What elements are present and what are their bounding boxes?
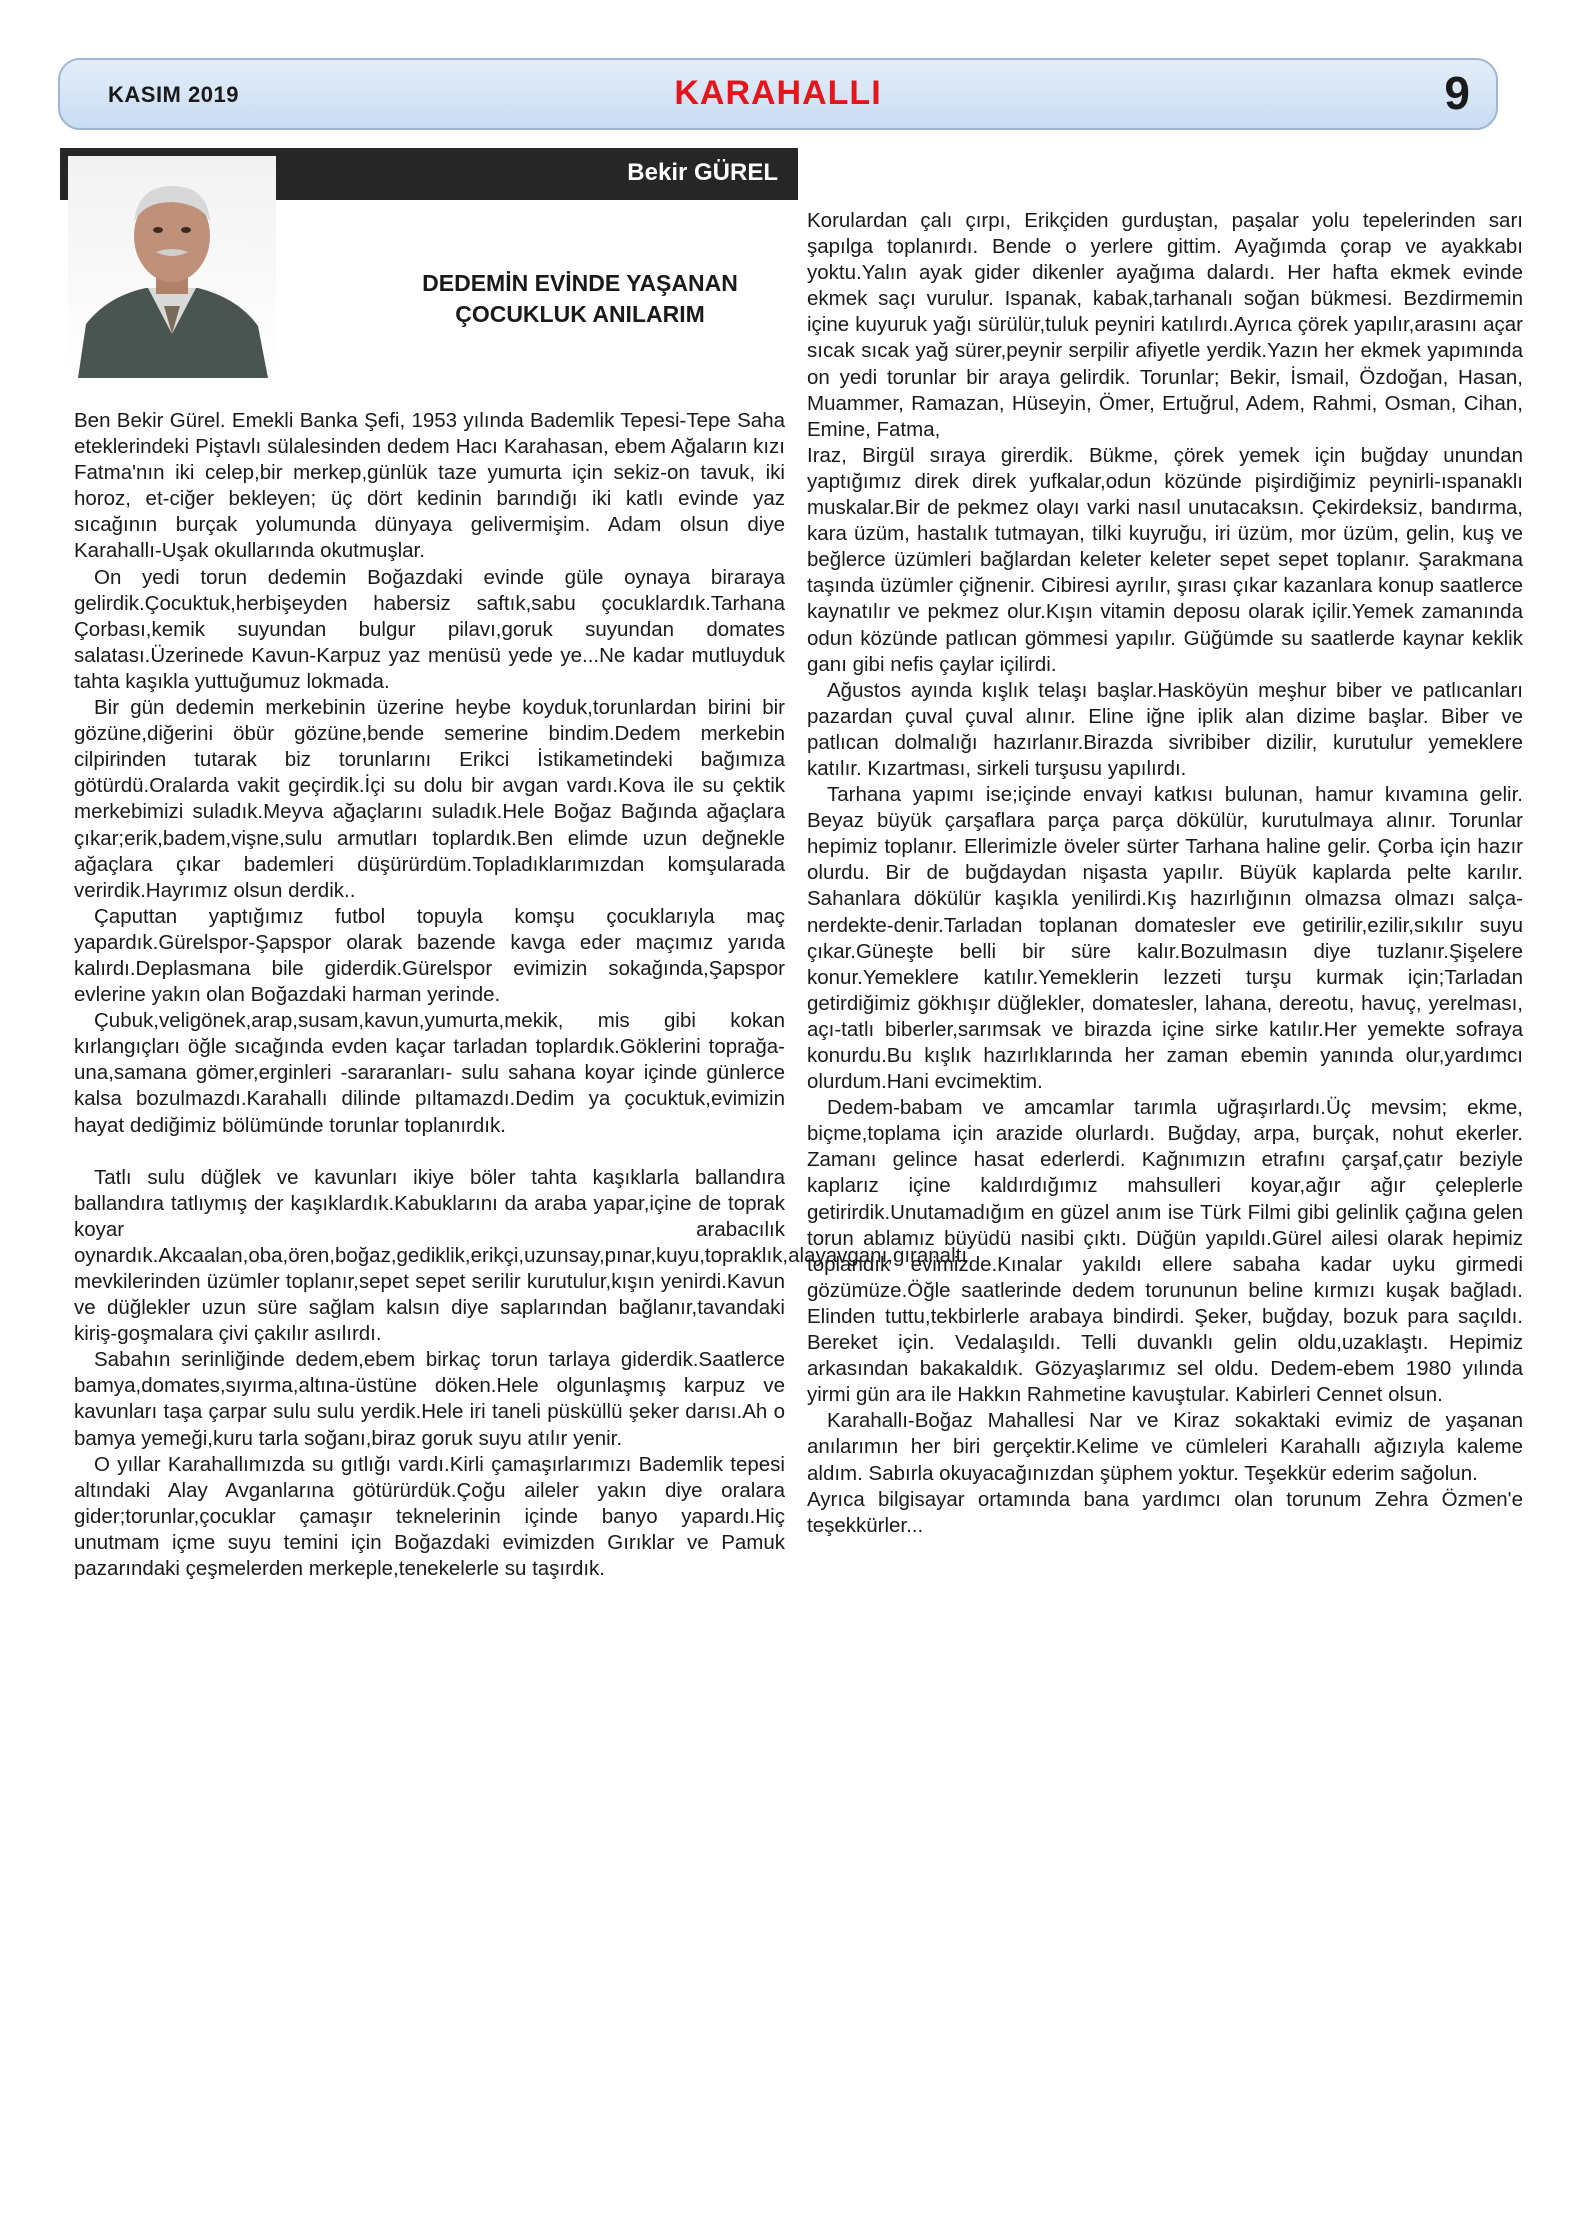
newspaper-title: KARAHALLI (674, 74, 882, 112)
paragraph: Sabahın serinliğinde dedem,ebem birkaç torun tarlaya giderdik.Saatlerce bamya,domates,sıyırma,altına-üstüne döken.Hele olgunlaşmış karpuz ve kavunları taşa çarpar sulu sulu yerdik.Hele iri taneli püsküllü şeker darısı.Ah o bamya yemeği,kuru tarla soğanı,biraz goruk suyu atılır yenir. (74, 1348, 785, 1450)
paragraph: Dedem-babam ve amcamlar tarımla uğraşırlardı.Üç mevsim; ekme, biçme,toplama için arazide olurlardı. Buğday, arpa, burçak, nohut ekerler. Zamanı gelince hasat ederlerdi. Kağnımızın etrafını çarşaf,çatır beziyle kaplarız içine kaldırdığımız mahsulleri koyar,ağır ağır çeleplerle getirirdik.Unutamadığım en güzel anım ise Türk Filmi gibi gelinlik çağına gelen torun ablamız büyüdü nasibi çıktı. Düğün yapıldı.Gürel ailesi olarak hepimiz toplandık evimizde.Kınalar yakıldı ellere sabaha kadar uyku girmedi gözümüze.Öğle saatlerinde dedem torununun beline kırmızı kuşak bağladı. Elinden tuttu,tekbirlerle arabaya bindirdi. Şeker, buğday, bozuk para saçıldı. Bereket için. Vedalaşıldı. Telli duvanklı gelin oldu,uzaklaştı. Hepimiz arkasından bakakaldık. Gözyaşlarımız sel oldu. Dedem-ebem 1980 yılında yirmi gün ara ile Hakkın Rahmetine kavuştular. Kabirleri Cennet olsun. (807, 1096, 1523, 1407)
article-title-line: DEDEMİN EVİNDE YAŞANAN (422, 270, 738, 296)
author-portrait-icon (68, 156, 276, 378)
article-title (350, 268, 810, 330)
paragraph: Çubuk,veligönek,arap,susam,kavun,yumurta,mekik, mis gibi kokan kırlangıçları öğle sıcağında evden kaçar tarladan toplardık.Göklerini toprağa-una,samana gömer,erginleri -sararanları- sulu sahana koyar içinde günlerce kalsa bozulmazdı.Karahallı dilinde pıltamazdı.Dedim ya çocuktuk,evimizin hayat dediğimiz bölümünde torunlar toplanırdık. (74, 1009, 785, 1137)
paragraph: Iraz, Birgül sıraya girerdik. Bükme, çörek yemek için buğday unundan yaptığımız direk direk yufkalar,odun közünde pişirdiğimiz peynirli-ıspanaklı muskalar.Bir de pekmez olayı varki nasıl unutacaksın. Çekirdeksiz, bandırma, kara üzüm, hastalık tutmayan, tilki kuyruğu, iri üzüm, mor üzüm, gelin, kuş ve beğlerce üzümleri bağlardan keleter keleter sepet sepet toplanır. Şarakmana taşında üzümler çiğnenir. Cibiresi ayrılır, şırası çıkar kazanlara konup saatlerce kaynatılır ve pekmez olur.Kışın vitamin deposu olarak içilir.Yemek zamanında odun közünde patlıcan gömmesi yapılır. Güğümde su saatlerde kaynar keklik ganı gibi nefis çaylar içilirdi. (807, 443, 1523, 676)
issue-date: KASIM 2019 (108, 82, 239, 107)
paragraph: Karahallı-Boğaz Mahallesi Nar ve Kiraz sokaktaki evimiz de yaşanan anılarımın her biri gerçektir.Kelime ve cümleleri Karahallı ağızıyla kaleme aldım. Sabırla okuyacağınızdan şüphem yoktur. Teşekkür ederim sağolun. (807, 1409, 1523, 1485)
author-name: Bekir GÜREL (627, 159, 778, 186)
article-title-line: ÇOCUKLUK ANILARIM (455, 301, 705, 327)
paragraph: Çaputtan yaptığımız futbol topuyla komşu çocuklarıyla maç yapardık.Gürelspor-Şapspor olarak bazende kavga eder maçımız yarıda kalırdı.Deplasmana bile giderdik.Gürelspor evimizin sokağında,Şapspor evlerine yakın olan Boğazdaki harman yerinde. (74, 904, 785, 1007)
page-header (58, 58, 1498, 130)
paragraph: Korulardan çalı çırpı, Erikçiden gurduştan, paşalar yolu tepelerinden sarı şapılga toplanırdı. Bende o yerlere gittim. Ayağımda çorap ve ayakkabı yoktu.Yalın ayak gider dikenler ayağıma dalardı. Her hafta ekmek evinde ekmek saçı vurulur. Ispanak, kabak,tarhanalı soğan bükmesi. Bezdirmemin içine kuyuruk yağı sürülür,tuluk peyniri katılırdı.Ayrıca çörek yapılır,arasını açar sıcak sıcak yağ sürer,peynir serpilir afiyetle yerdik.Yazın her ekmek yapımında on yedi torunlar bir araya gelirdik. Torunlar; Bekir, İsmail, Özdoğan, Hasan, Muammer, Ramazan, Hüseyin, Ömer, Ertuğrul, Adem, Rahmi, Osman, Cihan, Emine, Fatma, (807, 209, 1523, 441)
paragraph: Ağustos ayında kışlık telaşı başlar.Hasköyün meşhur biber ve patlıcanları pazardan çuval çuval alınır. Eline iğne iplik alan dizime başlar. Biber ve patlıcan dolmalığı hazırlanır.Birazda sivribiber dizilir, kurutulur yemeklere katılır. Kızartması, sirkeli turşusu yapılırdı. (807, 678, 1523, 780)
paragraph: On yedi torun dedemin Boğazdaki evinde güle oynaya biraraya gelirdik.Çocuktuk,herbişeyden habersiz saftık,sabu çocuklardık.Tarhana Çorbası,kemik suyundan bulgur pilavı,goruk suyundan domates salatası.Üzerinede Kavun-Karpuz yaz menüsü yede ye...Ne kadar mutluyduk tahta kaşıkla yuttuğumuz lokmada. (74, 565, 785, 693)
left-column (74, 408, 968, 1582)
paragraph: Ben Bekir Gürel. Emekli Banka Şefi, 1953 yılında Bademlik Tepesi-Tepe Saha eteklerindeki Piştavlı sülalesinden dedem Hacı Karahasan, ebem Ağaların kızı Fatma'nın iki celep,bir merkep,günlük taze yumurta için sekiz-on tavuk, iki horoz, et-ciğer bekleyen; üç dört kedinin barındığı iki katlı evinde yaz sıcağının burçak yolumunda dünyaya gelivermişim. Adam olsun diye Karahallı-Uşak okullarında okutmuşlar. (74, 409, 785, 563)
page-number: 9 (1444, 67, 1470, 119)
paragraph: Ayrıca bilgisayar ortamında bana yardımcı olan torunum Zehra Özmen'e teşekkürler... (807, 1487, 1523, 1537)
paragraph: Tarhana yapımı ise;içinde envayi katkısı bulunan, hamur kıvamına gelir. Beyaz büyük çarşaflara parça parça dökülür, kurutulmaya alınır. Torunlar hepimiz toplanır. Ellerimizle öveler sürter Tarhana haline gelir. Çorba için hazır olurdu. Bir de buğdaydan nişasta yapılır. Büyük kaplarda pelte karılır. Sahanlara dökülür kaşıkla yenilirdi.Kış hazırlığının olmazsa olmazı salça-nerdekte-denir.Tarladan toplanan domatesler eve getirilir,ezilir,sıkılır suyu çıkar.Güneşte belli bir süre kalır.Bozulmasın diye tuzlanır.Şişelere konur.Yemeklere katılır.Yemeklerin lezzeti turşu kurmak için;Tarladan getirdiğimiz gökhışır düğlekler, domatesler, lahana, dereotu, havuç, yerelması, açı-tatlı biberler,sarımsak ve birazda içine sirke katılır.Her yemekte sofraya konurdu.Bu kışlık hazırlıklarında her zaman ebemin yanında olur,yardımcı olurdum.Hani evcimektim. (807, 783, 1523, 1094)
paragraph: Bir gün dedemin merkebinin üzerine heybe koyduk,torunlardan birini bir gözüne,diğerini öbür gözüne,bende semerine bindim.Dedem merkebin cilpirinden tutarak biz torunlarını Erikci İstikametindeki bağımıza götürdü.Oralarda vakit geçirdik.İçi su dolu bir avgan vardı.Kova ile su çektik merkebimizi suladık.Meyva ağaçlarını suladık.Hele Boğaz Bağında ağaçlara çıkar;erik,badem,vişne,sulu armutları toplardık.Ben elimde uzun değnekle ağaçlara çıkar bademleri düşürürdüm.Topladıklarımızdan komşularada verirdik.Hayrımız olsun derdik.. (74, 696, 785, 902)
paragraph: O yıllar Karahallımızda su gıtlığı vardı.Kirli çamaşırlarımızı Bademlik tepesi altındaki Alay Avganlarına götürürdük.Çoğu aileler yakın diye oralara gider;torunlar,çocuklar çamaşır teknelerinin içinde banyo yapardı.Hiç unutmam içme suyu temini için Boğazdaki evimizden Gırıklar ve Pamuk pazarındaki çeşmelerden merkeple,tenekelerle su taşırdık. (74, 1452, 785, 1581)
right-column (807, 208, 1523, 1539)
paragraph: Tatlı sulu düğlek ve kavunları ikiye böler tahta kaşıklarla ballandıra ballandıra tatlıymış der kaşıklardık.Kabuklarını da araba yapar,içine de toprak koyar arabacılık oynardık.Akcaalan,oba,ören,boğaz,gediklik,erikçi,uzunsay,pınar,kuyu,topraklık,alayavganı,gıranaltı mevkilerinden üzümler toplanır,sepet sepet serilir kurutulur,kışın yenirdi.Kavun ve düğlekler uzun süre sağlam kalsın diye saplarından bağlanır,tavandaki kiriş-goşmalara çivi çakılır asılırdı. (74, 1165, 968, 1346)
